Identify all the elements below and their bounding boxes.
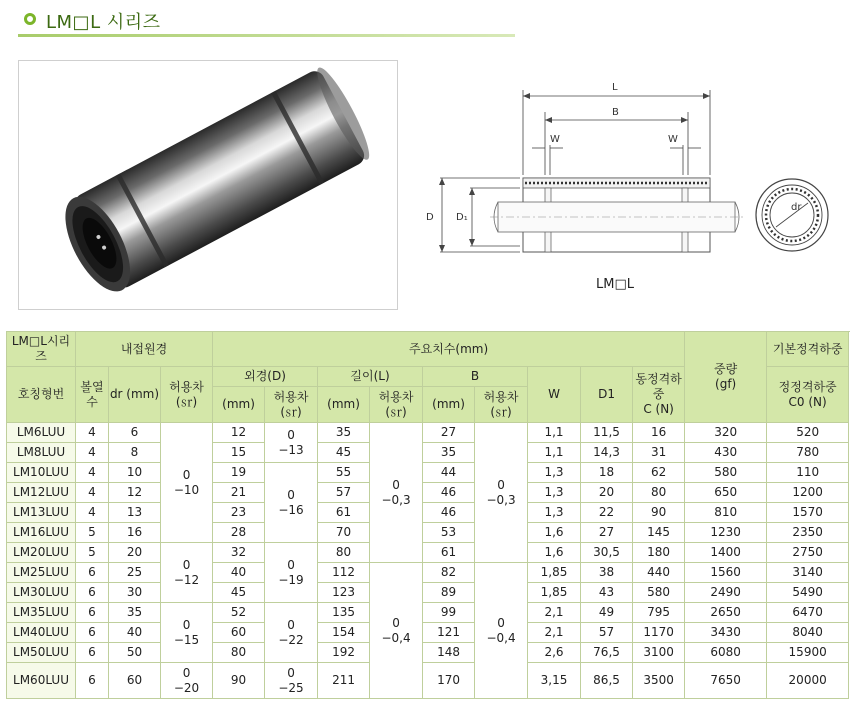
cell-dr: 10 [109, 463, 161, 483]
header-load-rating: 기본정격하중 [767, 332, 849, 367]
cell-static-load: 2750 [767, 543, 849, 563]
cell-weight: 580 [633, 583, 685, 603]
cell-b: 53 [423, 523, 475, 543]
header-b: B [423, 367, 528, 387]
cell-rows: 4 [76, 483, 109, 503]
cell-d1: 22 [581, 503, 633, 523]
header-l-mm: (mm) [318, 387, 370, 423]
cell-w: 2,6 [528, 643, 581, 663]
label-dr: dr [791, 202, 802, 213]
cell-w: 1,3 [528, 503, 581, 523]
cell-dr: 6 [109, 423, 161, 443]
cell-part: LM60LUU [7, 663, 76, 699]
drawing-caption: LM□L [596, 277, 634, 292]
cell-dynamic-load: 2650 [685, 603, 767, 623]
circle-bullet-icon [24, 13, 36, 25]
section-title-bar [18, 4, 518, 38]
cell-static-load: 520 [767, 423, 849, 443]
dimension-drawing-svg [420, 60, 850, 310]
page-title: LM□L 시리즈 [46, 12, 161, 33]
cell-weight: 1170 [633, 623, 685, 643]
cell-b: 35 [423, 443, 475, 463]
linear-bushing-photo [19, 61, 397, 309]
cell-dr: 50 [109, 643, 161, 663]
header-dr-tolerance: 허용차 (㏛) [161, 367, 213, 423]
cell-d: 40 [213, 563, 265, 583]
cell-l: 123 [318, 583, 370, 603]
cell-weight: 16 [633, 423, 685, 443]
cell-dr-tolerance: 0 −12 [161, 543, 213, 603]
table-row [7, 443, 849, 463]
cell-b: 82 [423, 563, 475, 583]
cell-d1: 11,5 [581, 423, 633, 443]
header-main-dims: 주요치수(mm) [213, 332, 685, 367]
cell-l: 112 [318, 563, 370, 583]
cell-w: 2,1 [528, 623, 581, 643]
cell-part: LM12LUU [7, 483, 76, 503]
cell-dr-tolerance: 0 −20 [161, 663, 213, 699]
cell-d: 32 [213, 543, 265, 563]
cell-rows: 6 [76, 663, 109, 699]
table-row [7, 663, 849, 699]
cell-static-load: 3140 [767, 563, 849, 583]
cell-l: 192 [318, 643, 370, 663]
cell-weight: 3500 [633, 663, 685, 699]
header-outer-d: 외경(D) [213, 367, 318, 387]
cell-d-tolerance: 0 −19 [265, 543, 318, 603]
cell-l: 211 [318, 663, 370, 699]
cell-dr: 12 [109, 483, 161, 503]
cell-dynamic-load: 810 [685, 503, 767, 523]
cell-part: LM10LUU [7, 463, 76, 483]
header-dr: dr (mm) [109, 367, 161, 423]
cell-rows: 4 [76, 423, 109, 443]
table-row [7, 523, 849, 543]
cell-l: 35 [318, 423, 370, 443]
cell-b: 27 [423, 423, 475, 443]
cell-dynamic-load: 650 [685, 483, 767, 503]
cell-d: 28 [213, 523, 265, 543]
cell-dynamic-load: 1400 [685, 543, 767, 563]
cell-l: 61 [318, 503, 370, 523]
cell-static-load: 1570 [767, 503, 849, 523]
table-row [7, 623, 849, 643]
cell-d: 21 [213, 483, 265, 503]
label-w-left: W [550, 134, 560, 145]
cell-rows: 4 [76, 463, 109, 483]
cell-rows: 6 [76, 623, 109, 643]
cell-rows: 4 [76, 443, 109, 463]
cell-w: 1,3 [528, 483, 581, 503]
cell-d: 19 [213, 463, 265, 483]
cell-dr: 25 [109, 563, 161, 583]
cell-w: 3,15 [528, 663, 581, 699]
cell-l: 55 [318, 463, 370, 483]
cell-l: 45 [318, 443, 370, 463]
cell-d: 60 [213, 623, 265, 643]
cell-d1: 30,5 [581, 543, 633, 563]
cell-d-tolerance: 0 −25 [265, 663, 318, 699]
cell-part: LM35LUU [7, 603, 76, 623]
cell-dr: 30 [109, 583, 161, 603]
cell-weight: 80 [633, 483, 685, 503]
label-w-right: W [668, 134, 678, 145]
cell-b: 46 [423, 503, 475, 523]
cell-dr: 40 [109, 623, 161, 643]
cell-d1: 38 [581, 563, 633, 583]
cell-d-tolerance: 0 −13 [265, 423, 318, 463]
cell-static-load: 780 [767, 443, 849, 463]
cell-w: 2,1 [528, 603, 581, 623]
cell-rows: 5 [76, 543, 109, 563]
cell-dynamic-load: 6080 [685, 643, 767, 663]
header-b-tolerance: 허용차 (㏛) [475, 387, 528, 423]
cell-dr-tolerance: 0 −10 [161, 423, 213, 543]
cell-l: 154 [318, 623, 370, 643]
cell-b: 148 [423, 643, 475, 663]
cell-weight: 62 [633, 463, 685, 483]
cell-l: 80 [318, 543, 370, 563]
cell-w: 1,1 [528, 423, 581, 443]
cell-l-tolerance: 0 −0,4 [370, 563, 423, 699]
cell-b-tolerance: 0 −0,4 [475, 563, 528, 699]
cell-dr: 13 [109, 503, 161, 523]
cell-l: 135 [318, 603, 370, 623]
cell-d1: 18 [581, 463, 633, 483]
label-d1: D₁ [456, 212, 468, 223]
cell-l: 57 [318, 483, 370, 503]
cell-static-load: 15900 [767, 643, 849, 663]
technical-drawing [420, 60, 850, 310]
spec-table-body [7, 423, 849, 699]
cell-dr: 8 [109, 443, 161, 463]
cell-rows: 5 [76, 523, 109, 543]
cell-rows: 6 [76, 643, 109, 663]
cell-static-load: 20000 [767, 663, 849, 699]
cell-b-tolerance: 0 −0,3 [475, 423, 528, 563]
header-length-l: 길이(L) [318, 367, 423, 387]
header-static-load: 정정격하중 C0 (N) [767, 367, 849, 423]
cell-weight: 795 [633, 603, 685, 623]
cell-b: 61 [423, 543, 475, 563]
cell-rows: 4 [76, 503, 109, 523]
cell-d: 15 [213, 443, 265, 463]
cell-dr: 16 [109, 523, 161, 543]
header-w: W [528, 367, 581, 423]
table-row [7, 563, 849, 583]
cell-d-tolerance: 0 −16 [265, 463, 318, 543]
cell-w: 1,6 [528, 543, 581, 563]
table-row [7, 643, 849, 663]
table-row [7, 603, 849, 623]
cell-dynamic-load: 320 [685, 423, 767, 443]
cell-b: 46 [423, 483, 475, 503]
cell-d: 23 [213, 503, 265, 523]
cell-dr-tolerance: 0 −15 [161, 603, 213, 663]
cell-d1: 57 [581, 623, 633, 643]
header-bore: 내접원경 [76, 332, 213, 367]
cell-d1: 27 [581, 523, 633, 543]
cell-rows: 6 [76, 563, 109, 583]
cell-d: 80 [213, 643, 265, 663]
cell-static-load: 2350 [767, 523, 849, 543]
cell-part: LM8LUU [7, 443, 76, 463]
cell-dr: 20 [109, 543, 161, 563]
cell-weight: 180 [633, 543, 685, 563]
header-ball-rows: 볼열 수 [76, 367, 109, 423]
header-d1: D1 [581, 367, 633, 423]
label-d: D [426, 212, 434, 223]
header-l-tolerance: 허용차 (㏛) [370, 387, 423, 423]
cell-rows: 6 [76, 583, 109, 603]
cell-d: 90 [213, 663, 265, 699]
table-row [7, 583, 849, 603]
cell-b: 121 [423, 623, 475, 643]
product-photo [18, 60, 398, 310]
cell-w: 1,1 [528, 443, 581, 463]
cell-dynamic-load: 430 [685, 443, 767, 463]
cell-static-load: 110 [767, 463, 849, 483]
cell-dynamic-load: 3430 [685, 623, 767, 643]
table-row [7, 463, 849, 483]
cell-static-load: 6470 [767, 603, 849, 623]
cell-d: 45 [213, 583, 265, 603]
cell-dynamic-load: 7650 [685, 663, 767, 699]
cell-weight: 3100 [633, 643, 685, 663]
cell-part: LM13LUU [7, 503, 76, 523]
label-b: B [612, 107, 619, 118]
cell-d: 12 [213, 423, 265, 443]
cell-dynamic-load: 580 [685, 463, 767, 483]
table-row [7, 423, 849, 443]
spec-table [6, 331, 849, 699]
cell-dr: 60 [109, 663, 161, 699]
title-underline [18, 34, 515, 37]
cell-dynamic-load: 1230 [685, 523, 767, 543]
cell-b: 44 [423, 463, 475, 483]
table-row [7, 503, 849, 523]
header-series: LM□L시리즈 [7, 332, 76, 367]
label-l: L [612, 82, 618, 93]
cell-b: 89 [423, 583, 475, 603]
table-row [7, 543, 849, 563]
header-d-mm: (mm) [213, 387, 265, 423]
cell-b: 99 [423, 603, 475, 623]
cell-static-load: 5490 [767, 583, 849, 603]
cell-d1: 14,3 [581, 443, 633, 463]
cell-d-tolerance: 0 −22 [265, 603, 318, 663]
cell-part: LM20LUU [7, 543, 76, 563]
cell-dynamic-load: 1560 [685, 563, 767, 583]
cell-l: 70 [318, 523, 370, 543]
cell-l-tolerance: 0 −0,3 [370, 423, 423, 563]
cell-w: 1,6 [528, 523, 581, 543]
cell-part: LM25LUU [7, 563, 76, 583]
cell-d1: 20 [581, 483, 633, 503]
cell-d1: 86,5 [581, 663, 633, 699]
cell-part: LM6LUU [7, 423, 76, 443]
header-part-no: 호칭형번 [7, 367, 76, 423]
header-dynamic-load: 동정격하중 C (N) [633, 367, 685, 423]
table-row [7, 483, 849, 503]
cell-w: 1,3 [528, 463, 581, 483]
cell-part: LM16LUU [7, 523, 76, 543]
header-b-mm: (mm) [423, 387, 475, 423]
cell-b: 170 [423, 663, 475, 699]
cell-part: LM40LUU [7, 623, 76, 643]
cell-d1: 76,5 [581, 643, 633, 663]
cell-w: 1,85 [528, 563, 581, 583]
cell-static-load: 1200 [767, 483, 849, 503]
cell-dynamic-load: 2490 [685, 583, 767, 603]
cell-weight: 90 [633, 503, 685, 523]
cell-weight: 440 [633, 563, 685, 583]
cell-weight: 145 [633, 523, 685, 543]
cell-d: 52 [213, 603, 265, 623]
cell-d1: 49 [581, 603, 633, 623]
cell-part: LM30LUU [7, 583, 76, 603]
cell-dr: 35 [109, 603, 161, 623]
cell-weight: 31 [633, 443, 685, 463]
cell-d1: 43 [581, 583, 633, 603]
header-weight: 중량 (gf) [685, 332, 767, 423]
cell-part: LM50LUU [7, 643, 76, 663]
cell-rows: 6 [76, 603, 109, 623]
cell-static-load: 8040 [767, 623, 849, 643]
cell-w: 1,85 [528, 583, 581, 603]
header-d-tolerance: 허용차 (㏛) [265, 387, 318, 423]
